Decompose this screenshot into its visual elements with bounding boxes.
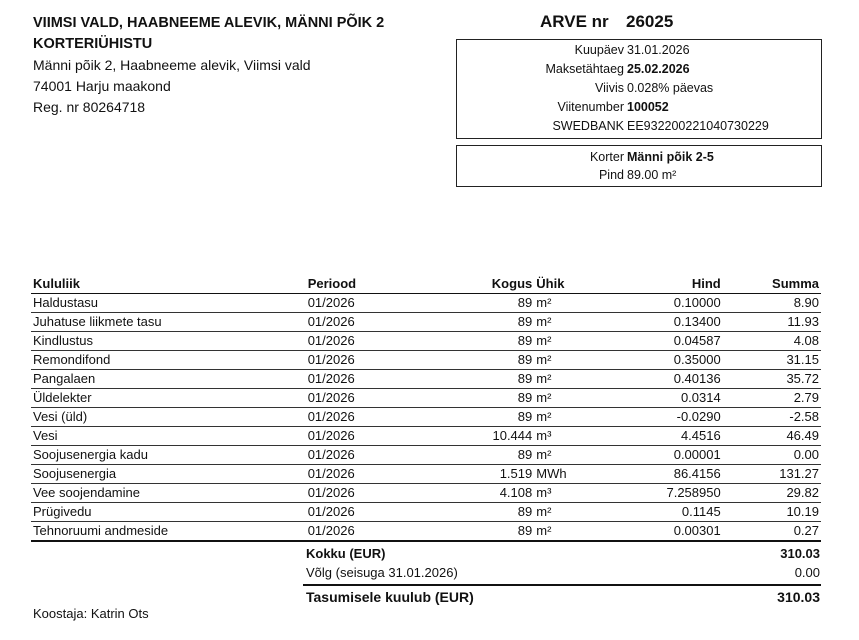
cell-kogus: 89 (440, 351, 534, 370)
cell-periood: 01/2026 (306, 522, 440, 542)
table-header-row (31, 275, 821, 294)
cell-uhik: m² (534, 370, 598, 389)
header-uhik: Ühik (534, 275, 598, 294)
cell-liik: Üldelekter (31, 389, 306, 408)
table-row (31, 313, 821, 332)
cell-hind: 0.10000 (598, 294, 722, 313)
table-row (31, 465, 821, 484)
field-penalty-key: Viivis (595, 81, 624, 95)
cell-periood: 01/2026 (306, 465, 440, 484)
cell-uhik: m² (534, 351, 598, 370)
totals-divider (303, 584, 821, 586)
cell-summa: 46.49 (723, 427, 821, 446)
cell-summa: 8.90 (723, 294, 821, 313)
cell-uhik: m² (534, 389, 598, 408)
field-apartment (457, 148, 821, 166)
cell-hind: 0.13400 (598, 313, 722, 332)
cell-uhik: m² (534, 522, 598, 542)
payable-row (0, 587, 859, 607)
cell-periood: 01/2026 (306, 332, 440, 351)
cell-kogus: 89 (440, 408, 534, 427)
table-row (31, 351, 821, 370)
issuer-address1: Männi põik 2, Haabneeme alevik, Viimsi vald (33, 57, 311, 73)
cell-liik: Soojusenergia (31, 465, 306, 484)
cell-uhik: MWh (534, 465, 598, 484)
total-label: Kokku (EUR) (306, 546, 386, 561)
cell-uhik: m² (534, 332, 598, 351)
cell-hind: 86.4156 (598, 465, 722, 484)
charges-table (31, 275, 821, 542)
cell-periood: 01/2026 (306, 484, 440, 503)
cell-liik: Tehnoruumi andmeside (31, 522, 306, 542)
cell-summa: 10.19 (723, 503, 821, 522)
issuer-name-line1: VIIMSI VALD, HAABNEEME ALEVIK, MÄNNI PÕIK 2 (33, 15, 385, 31)
cell-liik: Pangalaen (31, 370, 306, 389)
debt-label: Võlg (seisuga 31.01.2026) (306, 565, 458, 580)
table-row (31, 370, 821, 389)
cell-kogus: 89 (440, 389, 534, 408)
cell-summa: 2.79 (723, 389, 821, 408)
cell-periood: 01/2026 (306, 503, 440, 522)
cell-kogus: 89 (440, 446, 534, 465)
cell-summa: 0.27 (723, 522, 821, 542)
field-date-value: 31.01.2026 (627, 43, 690, 57)
cell-hind: 0.04587 (598, 332, 722, 351)
invoice-number: 26025 (626, 12, 674, 31)
cell-periood: 01/2026 (306, 313, 440, 332)
field-date-key: Kuupäev (574, 43, 624, 57)
cell-periood: 01/2026 (306, 427, 440, 446)
cell-kogus: 89 (440, 294, 534, 313)
cell-kogus: 10.444 (440, 427, 534, 446)
field-penalty (457, 79, 821, 97)
cell-summa: 4.08 (723, 332, 821, 351)
field-due-date-value: 25.02.2026 (627, 62, 690, 76)
cell-hind: 0.1145 (598, 503, 722, 522)
cell-hind: -0.0290 (598, 408, 722, 427)
cell-kogus: 89 (440, 503, 534, 522)
cell-hind: 0.35000 (598, 351, 722, 370)
cell-uhik: m² (534, 446, 598, 465)
table-row (31, 408, 821, 427)
field-bank-key: SWEDBANK (552, 119, 624, 133)
total-value: 310.03 (780, 546, 820, 561)
field-area (457, 166, 821, 184)
field-reference (457, 98, 821, 116)
cell-summa: 35.72 (723, 370, 821, 389)
cell-uhik: m³ (534, 427, 598, 446)
cell-uhik: m² (534, 294, 598, 313)
field-date (457, 41, 821, 59)
cell-summa: 11.93 (723, 313, 821, 332)
debt-row (0, 563, 859, 583)
cell-liik: Vesi (31, 427, 306, 446)
cell-hind: 0.00001 (598, 446, 722, 465)
table-row (31, 389, 821, 408)
field-bank-value: EE932200221040730229 (627, 119, 769, 133)
field-apartment-value: Männi põik 2-5 (627, 150, 714, 164)
field-apartment-key: Korter (589, 150, 624, 164)
cell-periood: 01/2026 (306, 351, 440, 370)
cell-liik: Haldustasu (31, 294, 306, 313)
cell-periood: 01/2026 (306, 408, 440, 427)
field-bank (457, 117, 821, 135)
table-row (31, 332, 821, 351)
cell-kogus: 89 (440, 370, 534, 389)
header-periood: Periood (306, 275, 440, 294)
payable-value: 310.03 (777, 589, 820, 605)
cell-kogus: 89 (440, 522, 534, 542)
cell-summa: 29.82 (723, 484, 821, 503)
cell-kogus: 4.108 (440, 484, 534, 503)
cell-summa: 131.27 (723, 465, 821, 484)
cell-hind: 0.0314 (598, 389, 722, 408)
issuer-name-line2: KORTERIÜHISTU (33, 36, 153, 52)
table-row (31, 446, 821, 465)
cell-liik: Juhatuse liikmete tasu (31, 313, 306, 332)
cell-uhik: m² (534, 408, 598, 427)
header-liik: Kululiik (31, 275, 306, 294)
table-row (31, 503, 821, 522)
debt-value: 0.00 (794, 565, 820, 580)
cell-periood: 01/2026 (306, 389, 440, 408)
payable-label: Tasumisele kuulub (EUR) (306, 589, 474, 605)
invoice-details-box (456, 39, 822, 139)
cell-uhik: m³ (534, 484, 598, 503)
table-row (31, 484, 821, 503)
cell-hind: 0.00301 (598, 522, 722, 542)
table-row (31, 522, 821, 542)
table-row (31, 427, 821, 446)
cell-periood: 01/2026 (306, 446, 440, 465)
cell-summa: 0.00 (723, 446, 821, 465)
issuer-reg: Reg. nr 80264718 (33, 99, 146, 115)
field-penalty-value: 0.028% päevas (627, 81, 714, 95)
cell-uhik: m² (534, 503, 598, 522)
cell-periood: 01/2026 (306, 370, 440, 389)
author-note: Koostaja: Katrin Ots (33, 606, 149, 621)
cell-kogus: 89 (440, 313, 534, 332)
cell-liik: Vesi (üld) (31, 408, 306, 427)
field-area-key: Pind (598, 168, 624, 182)
field-due-date-key: Maksetähtaeg (545, 62, 624, 76)
field-area-value: 89.00 m² (627, 168, 677, 182)
cell-uhik: m² (534, 313, 598, 332)
table-row (31, 294, 821, 313)
invoice-label: ARVE nr (540, 12, 609, 31)
cell-liik: Soojusenergia kadu (31, 446, 306, 465)
cell-liik: Remondifond (31, 351, 306, 370)
cell-liik: Kindlustus (31, 332, 306, 351)
cell-hind: 0.40136 (598, 370, 722, 389)
cell-liik: Prügivedu (31, 503, 306, 522)
cell-kogus: 1.519 (440, 465, 534, 484)
cell-periood: 01/2026 (306, 294, 440, 313)
header-hind: Hind (598, 275, 722, 294)
apartment-box (456, 145, 822, 187)
field-reference-key: Viitenumber (557, 100, 624, 114)
issuer-block (33, 13, 463, 118)
header-kogus: Kogus (440, 275, 534, 294)
header-summa: Summa (723, 275, 821, 294)
cell-kogus: 89 (440, 332, 534, 351)
cell-summa: -2.58 (723, 408, 821, 427)
cell-summa: 31.15 (723, 351, 821, 370)
cell-liik: Vee soojendamine (31, 484, 306, 503)
issuer-address2: 74001 Harju maakond (33, 78, 171, 94)
cell-hind: 7.258950 (598, 484, 722, 503)
field-due-date (457, 60, 821, 78)
total-row (0, 544, 859, 564)
field-reference-value: 100052 (627, 100, 669, 114)
cell-hind: 4.4516 (598, 427, 722, 446)
